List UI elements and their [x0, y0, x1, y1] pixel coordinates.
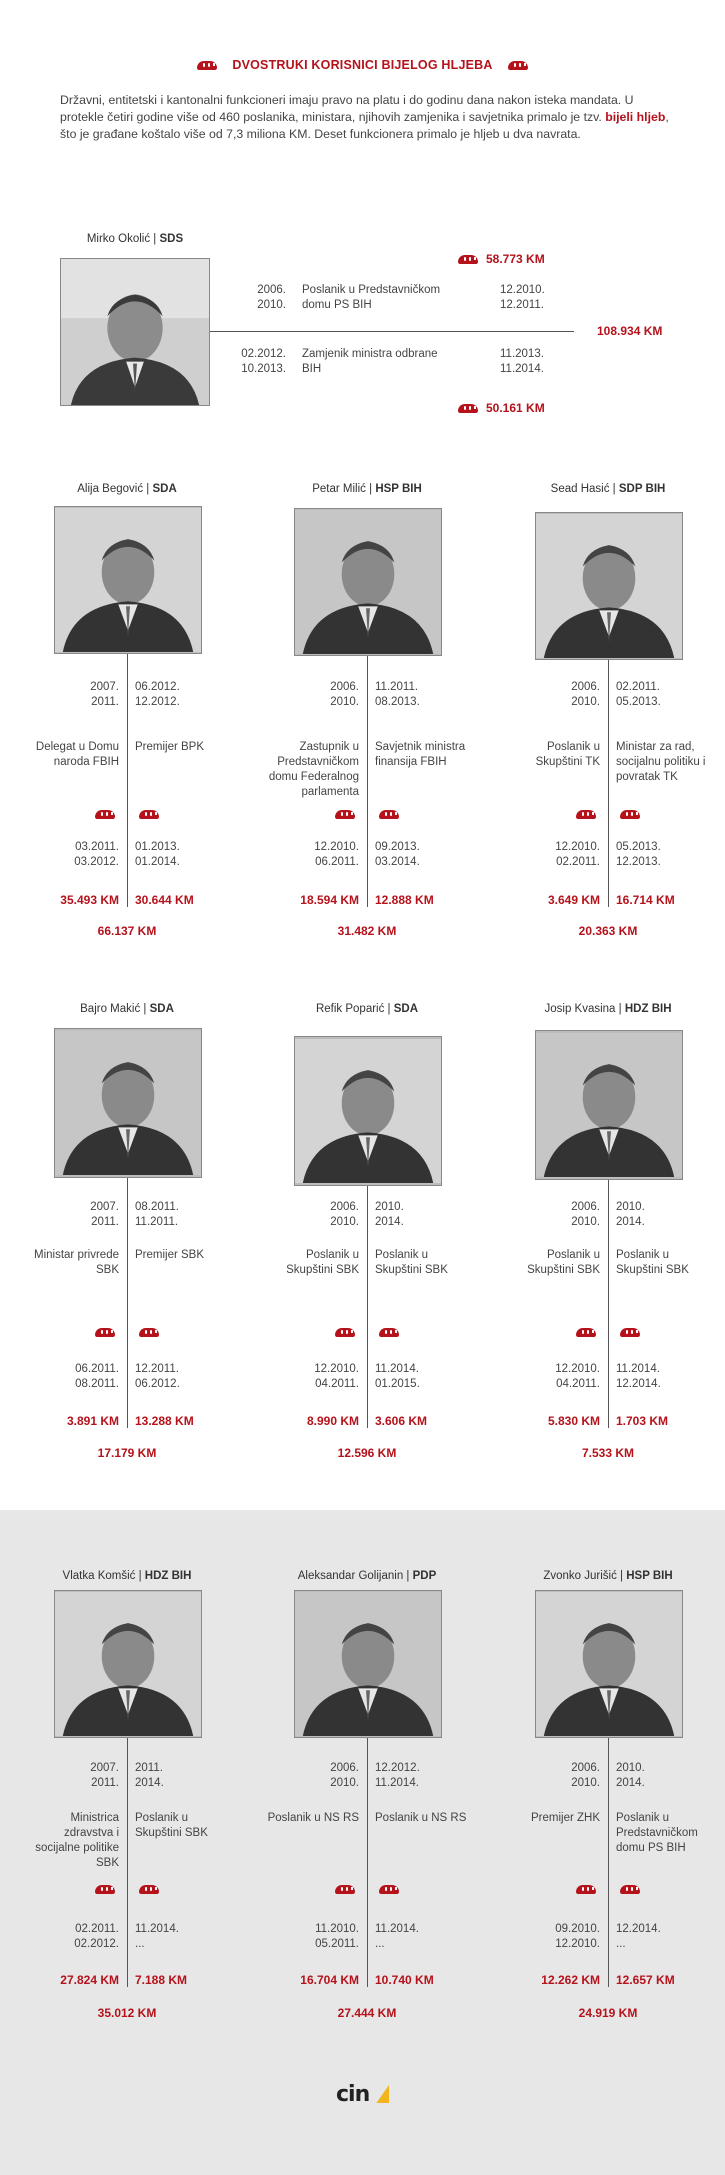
bread-icon [379, 1328, 399, 1337]
timeline-line [127, 1178, 128, 1428]
bread-amount: 7.188 KM [135, 1973, 188, 1987]
bread-amount: 35.493 KM [60, 893, 119, 907]
bread-icon [139, 1885, 159, 1894]
intro-highlight: bijeli hljeb [605, 110, 666, 124]
official-name: Mirko Okolić | SDS [86, 233, 184, 245]
bread-amount: 1.703 KM [616, 1414, 669, 1428]
paid-period: 11.2010. 05.2011. [315, 1923, 359, 1950]
total-amount: 35.012 KM [97, 2006, 157, 2020]
bread-icon [620, 1885, 640, 1894]
paid-period: 12.2010. 06.2011. [314, 841, 359, 868]
bread-amount: 12.657 KM [616, 1973, 675, 1987]
portrait-icon [55, 1591, 201, 1737]
total-amount: 7.533 KM [581, 1446, 635, 1460]
portrait-icon [295, 1037, 441, 1185]
timeline-line [367, 1186, 368, 1428]
official-name: Sead Hasić | SDP BIH [550, 483, 666, 495]
role-dates: 2006. 2010. [330, 681, 359, 708]
bread-icon [139, 810, 159, 819]
page-title-row [0, 58, 725, 72]
timeline-line [367, 656, 368, 907]
role-dates: 11.2011. 08.2013. [375, 681, 420, 708]
official-photo [54, 1590, 202, 1738]
total-amount: 27.444 KM [337, 2006, 397, 2020]
paid-period: 03.2011. 03.2012. [74, 841, 119, 868]
role-dates: 2010. 2014. [375, 1201, 404, 1228]
bread-icon [458, 404, 478, 413]
role-position: Ministar privrede SBK [34, 1249, 119, 1276]
role-dates: 2006. 2010. [257, 284, 286, 311]
role-dates: 2007. 2011. [90, 1201, 119, 1228]
bread-amount: 16.704 KM [300, 1973, 359, 1987]
total-amount: 20.363 KM [578, 924, 638, 938]
role-dates: 08.2011. 11.2011. [135, 1201, 179, 1228]
cin-logo: cin [336, 2082, 390, 2106]
bread-icon [95, 810, 115, 819]
portrait-icon [55, 507, 201, 653]
total-amount: 24.919 KM [578, 2006, 638, 2020]
role-position: Ministrica zdravstva i socijalne politike SBK [35, 1812, 119, 1869]
role-dates: 12.2012. 11.2014. [375, 1762, 420, 1789]
role-position: Poslanik u Skupštini SBK [375, 1249, 448, 1276]
role-position: Premijer ZHK [530, 1812, 600, 1824]
official-photo [294, 1590, 442, 1738]
role-position: Premijer BPK [135, 741, 205, 753]
bread-icon [458, 255, 478, 264]
paid-period: 09.2013. 03.2014. [375, 841, 420, 868]
bread-icon [95, 1885, 115, 1894]
role-position: Poslanik u Predstavničkom domu PS BIH [302, 284, 441, 311]
official-name: Zvonko Jurišić | HSP BIH [543, 1570, 673, 1582]
bread-amount: 5.830 KM [547, 1414, 600, 1428]
paid-period: 12.2011. 06.2012. [135, 1363, 180, 1390]
role-dates: 2011. 2014. [135, 1762, 164, 1789]
bread-amount: 50.161 KM [488, 401, 545, 415]
role-dates: 2006. 2010. [571, 681, 600, 708]
role-position: Poslanik u Skupštini SBK [527, 1249, 600, 1276]
bread-icon [95, 1328, 115, 1337]
role-dates: 2007. 2011. [90, 1762, 119, 1789]
official-photo [535, 512, 683, 660]
bread-amount: 18.594 KM [300, 893, 359, 907]
role-position: Zamjenik ministra odbrane BIH [302, 348, 438, 375]
official-name: Petar Milić | HSP BIH [312, 483, 422, 495]
bread-icon [576, 1328, 596, 1337]
bread-icon [335, 810, 355, 819]
role-position: Zastupnik u Predstavničkom domu Federalnog parlamenta [268, 741, 359, 798]
paid-period: 06.2011. 08.2011. [75, 1363, 119, 1390]
role-position: Poslanik u Predstavničkom domu PS BIH [616, 1812, 698, 1854]
role-dates: 2006. 2010. [330, 1201, 359, 1228]
timeline-line [127, 1738, 128, 1987]
paid-period: 12.2010. 04.2011. [314, 1363, 359, 1390]
logo-mark-icon [371, 2085, 389, 2103]
bread-icon [379, 810, 399, 819]
portrait-icon [61, 259, 209, 405]
bread-amount: 3.606 KM [375, 1414, 428, 1428]
intro-text-after: , što je građane koštalo više od 7,3 miliona KM. Deset funkcionera primalo je hljeb u dva navrata. [60, 110, 669, 141]
role-position: Poslanik u Skupštini TK [535, 741, 600, 768]
official-name: Refik Poparić | SDA [315, 1003, 419, 1015]
role-dates: 2006. 2010. [571, 1201, 600, 1228]
bread-amount: 8.990 KM [306, 1414, 359, 1428]
official-photo [60, 258, 210, 406]
paid-period: 11.2014. 12.2014. [616, 1363, 661, 1390]
role-position: Delegat u Domu naroda FBIH [35, 741, 119, 768]
bread-icon [379, 1885, 399, 1894]
bread-amount: 30.644 KM [135, 893, 194, 907]
role-position: Premijer SBK [135, 1249, 205, 1261]
role-position: Poslanik u Skupštini SBK [286, 1249, 359, 1276]
paid-period: 11.2013. 11.2014. [500, 348, 544, 375]
role-position: Poslanik u NS RS [375, 1812, 467, 1824]
role-dates: 2006. 2010. [571, 1762, 600, 1789]
bread-icon [576, 810, 596, 819]
total-amount: 108.934 KM [597, 324, 663, 338]
role-dates: 2007. 2011. [90, 681, 119, 708]
paid-period: 09.2010. 12.2010. [555, 1923, 600, 1950]
official-photo [294, 1036, 442, 1186]
portrait-icon [295, 509, 441, 655]
bread-icon [620, 810, 640, 819]
paid-period: 11.2014. 01.2015. [375, 1363, 420, 1390]
role-dates: 02.2011. 05.2013. [616, 681, 661, 708]
official-photo [54, 1028, 202, 1178]
bread-icon [335, 1885, 355, 1894]
timeline-line [608, 1180, 609, 1428]
role-dates: 02.2012. 10.2013. [241, 348, 286, 375]
bread-icon [576, 1885, 596, 1894]
official-photo [535, 1030, 683, 1180]
bread-icon [508, 61, 528, 70]
timeline-line [127, 654, 128, 907]
bread-amount: 58.773 KM [488, 252, 545, 266]
role-position: Poslanik u Skupštini SBK [616, 1249, 689, 1276]
role-dates: 2010. 2014. [616, 1201, 645, 1228]
page-title: DVOSTRUKI KORISNICI BIJELOG HLJEBA [232, 58, 493, 72]
role-dates: 06.2012. 12.2012. [135, 681, 180, 708]
total-amount: 66.137 KM [97, 924, 157, 938]
total-amount: 12.596 KM [337, 1446, 397, 1460]
official-name: Aleksandar Golijanin | PDP [297, 1570, 437, 1582]
portrait-icon [536, 1591, 682, 1737]
paid-period: 11.2014. ... [375, 1923, 419, 1950]
paid-period: 02.2011. 02.2012. [74, 1923, 119, 1950]
timeline-line [210, 331, 574, 332]
bread-amount: 13.288 KM [135, 1414, 194, 1428]
total-amount: 31.482 KM [337, 924, 397, 938]
bread-icon [335, 1328, 355, 1337]
paid-period: 11.2014. ... [135, 1923, 179, 1950]
paid-period: 12.2014. ... [616, 1923, 661, 1950]
role-position: Ministar za rad, socijalnu politiku i povratak TK [616, 741, 706, 783]
paid-period: 05.2013. 12.2013. [616, 841, 661, 868]
role-dates: 2006. 2010. [330, 1762, 359, 1789]
official-photo [54, 506, 202, 654]
total-amount: 17.179 KM [97, 1446, 157, 1460]
official-name: Josip Kvasina | HDZ BIH [544, 1003, 672, 1015]
official-photo [535, 1590, 683, 1738]
intro-paragraph [60, 92, 670, 143]
bread-icon [620, 1328, 640, 1337]
portrait-icon [55, 1029, 201, 1177]
bread-amount: 27.824 KM [60, 1973, 119, 1987]
role-position: Poslanik u Skupštini SBK [135, 1812, 208, 1839]
bread-amount: 3.649 KM [547, 893, 600, 907]
portrait-icon [295, 1591, 441, 1737]
paid-period: 12.2010. 02.2011. [555, 841, 600, 868]
role-dates: 2010. 2014. [616, 1762, 645, 1789]
bread-amount: 10.740 KM [375, 1973, 434, 1987]
portrait-icon [536, 1031, 682, 1179]
bread-amount: 12.262 KM [541, 1973, 600, 1987]
official-name: Bajro Makić | SDA [80, 1003, 174, 1015]
paid-period: 12.2010. 04.2011. [555, 1363, 600, 1390]
bread-icon [139, 1328, 159, 1337]
paid-period: 01.2013. 01.2014. [135, 841, 180, 868]
role-position: Savjetnik ministra finansija FBIH [375, 741, 466, 768]
timeline-line [608, 660, 609, 907]
timeline-line [367, 1738, 368, 1987]
official-name: Alija Begović | SDA [77, 483, 177, 495]
timeline-line [608, 1738, 609, 1987]
bread-amount: 16.714 KM [616, 893, 675, 907]
role-position: Poslanik u NS RS [267, 1812, 359, 1824]
bread-icon [197, 61, 217, 70]
portrait-icon [536, 513, 682, 659]
intro-text-before: Državni, entitetski i kantonalni funkcioneri imaju pravo na platu i do godinu dana nakon isteka mandata. U protekle četiri godine više od 460 poslanika, ministara, njihovih zamjenika i savjetnika primalo je tzv. [60, 93, 634, 124]
official-photo [294, 508, 442, 656]
bread-amount: 12.888 KM [375, 893, 434, 907]
bread-amount: 3.891 KM [66, 1414, 119, 1428]
official-name: Vlatka Komšić | HDZ BIH [62, 1570, 192, 1582]
paid-period: 12.2010. 12.2011. [500, 284, 545, 311]
